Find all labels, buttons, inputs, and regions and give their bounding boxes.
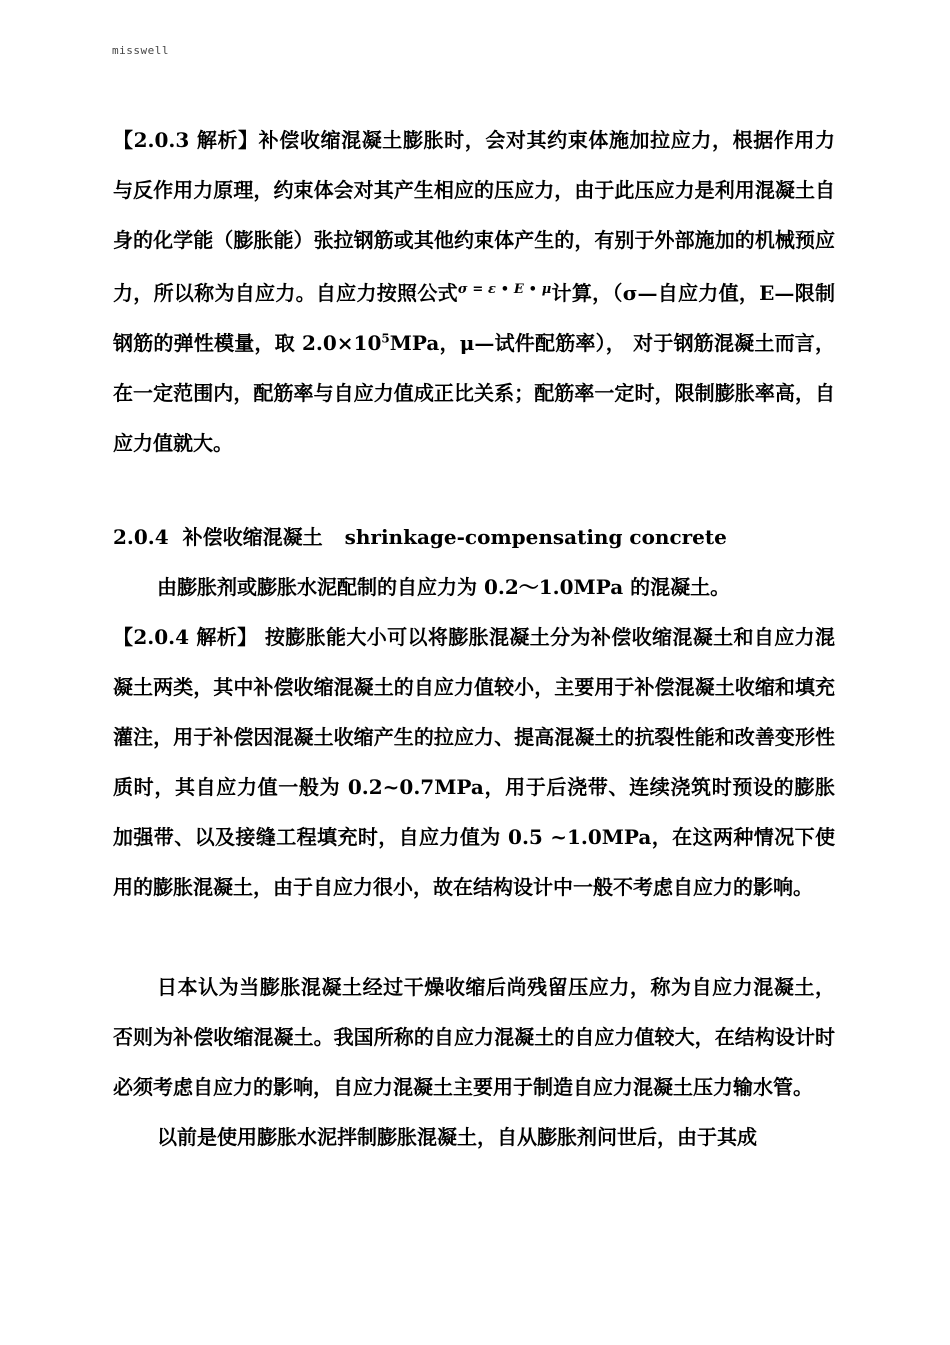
analysis-text-part3: MPa，μ—试件配筋率）， 对于钢筋混凝土而言，在一定范围内，配筋率与自应力值成正比关系；配筋率一定时，限制膨胀率高，自应力值就大。 [113,331,835,455]
analysis-paragraph-2-0-4 [113,612,835,912]
analysis-text: 按膨胀能大小可以将膨胀混凝土分为补偿收缩混凝土和自应力混凝土两类，其中补偿收缩混凝土的自应力值较小，主要用于补偿混凝土收缩和填充灌注，用于补偿因混凝土收缩产生的拉应力、提高混凝土的抗裂性能和改善变形性质时，其自应力值一般为 0.2~0.7MPa，用于后浇带、连续浇筑时预设的膨胀加强带、以及接缝工程填充时，自应力值为 0.5 ~1.0MPa，在这两种情况下使用的膨胀混凝土，由于自应力很小，故在结构设计中一般不考虑自应力的影响。 [113,625,835,899]
analysis-text-part2: 计算，（σ—自应力值，E—限制钢筋的弹性模量，取 2.0×10 [113,281,836,355]
term-number: 2.0.4 [113,525,169,549]
exponent: 5 [381,331,390,346]
term-heading [113,512,835,562]
analysis-paragraph-2-0-3 [113,115,835,468]
section-2-0-3-analysis [113,115,835,468]
term-definition: 由膨胀剂或膨胀水泥配制的自应力为 0.2～1.0MPa 的混凝土。 [157,575,731,599]
page-header: misswell [112,44,169,57]
analysis-label: 【2.0.3 解析】 [113,128,259,152]
analysis-label: 【2.0.4 解析】 [113,625,258,649]
body-continuation [113,962,835,1162]
paragraph-history: 以前是使用膨胀水泥拌制膨胀混凝土，自从膨胀剂问世后，由于其成 [157,1125,757,1149]
term-chinese: 补偿收缩混凝土 [182,525,323,549]
self-stress-formula: σ = ε • E • μ [457,282,552,297]
term-english: shrinkage-compensating concrete [344,525,727,549]
analysis-text-part1: 补偿收缩混凝土膨胀时，会对其约束体施加拉应力，根据作用力与反作用力原理，约束体会对其产生相应的压应力，由于此压应力是利用混凝土自身的化学能（膨胀能）张拉钢筋或其他约束体产生的，有别于外部施加的机械预应力，所以称为自应力。自应力按照公式 [113,128,836,305]
section-2-0-4 [113,512,835,912]
paragraph-japan-definition: 日本认为当膨胀混凝土经过干燥收缩后尚残留压应力，称为自应力混凝土，否则为补偿收缩混凝土。我国所称的自应力混凝土的自应力值较大，在结构设计时必须考虑自应力的影响，自应力混凝土主要用于制造自应力混凝土压力输水管。 [113,975,835,1099]
